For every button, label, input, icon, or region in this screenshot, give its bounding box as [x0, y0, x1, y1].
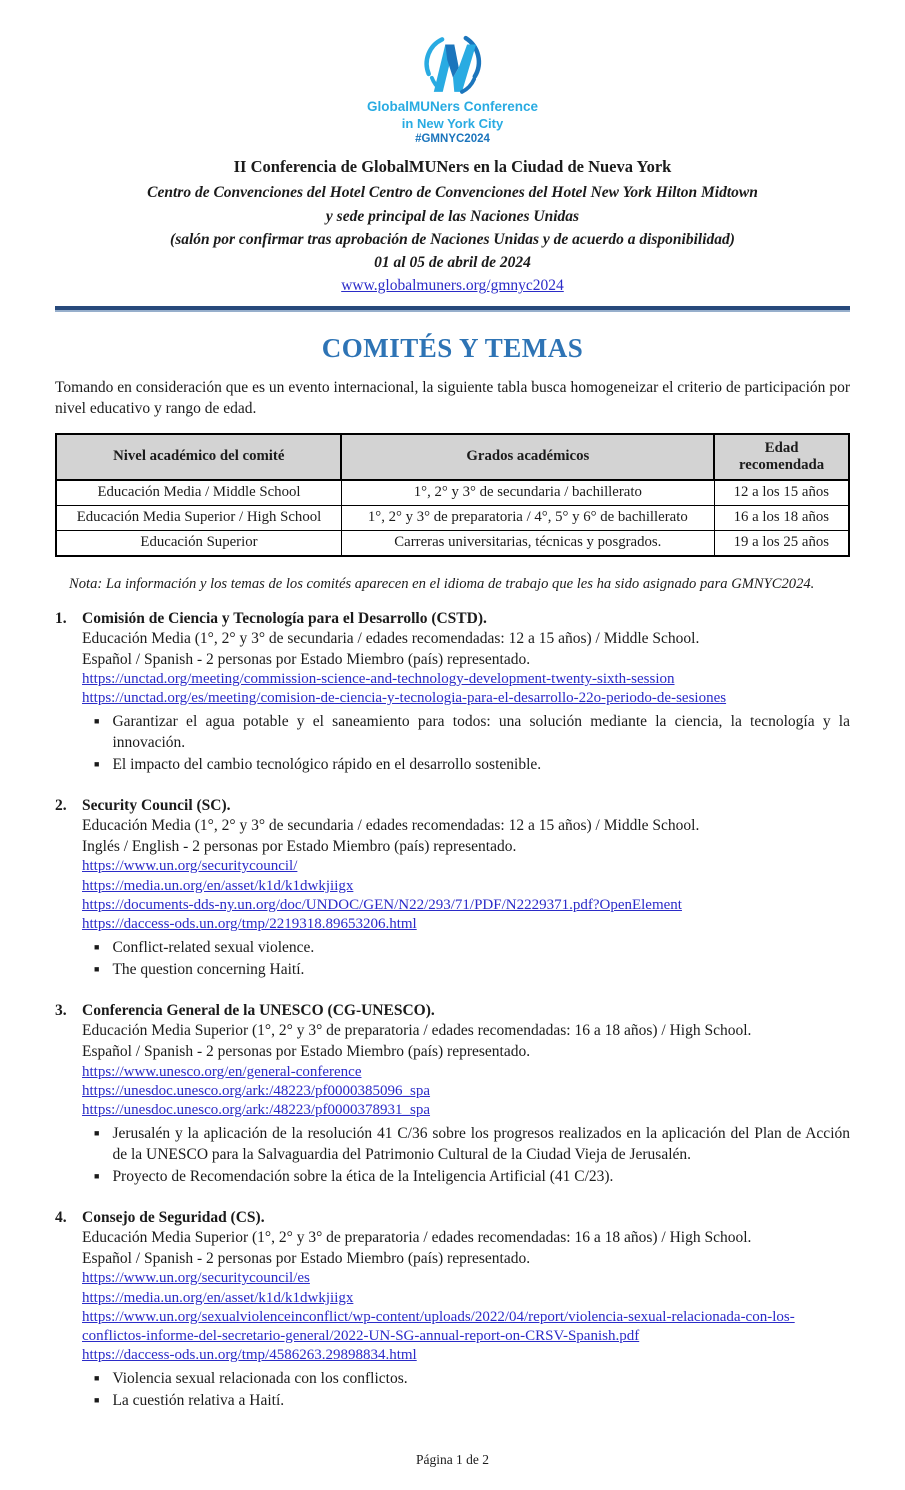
- topic-item: [82, 1390, 850, 1411]
- committee-links: [82, 670, 850, 708]
- committee-info-line: Educación Media Superior (1°, 2° y 3° de preparatoria / edades recomendadas: 16 a 18 años) / High School.: [82, 1229, 752, 1247]
- table-cell: Educación Media Superior / High School: [56, 505, 341, 530]
- topic-text: Conflict-related sexual violence.: [112, 939, 315, 957]
- table-cell: Educación Media / Middle School: [56, 480, 341, 506]
- committee-number: 3.: [55, 1002, 67, 1020]
- footer-page-number: Página 1 de 2: [415, 1451, 490, 1467]
- square-bullet-icon: ■: [94, 1373, 100, 1384]
- committee-item: [55, 610, 850, 776]
- square-bullet-icon: ■: [94, 942, 100, 953]
- logo-conference-name: GlobalMUNers Conference: [366, 99, 539, 114]
- topic-text: El impacto del cambio tecnológico rápido en el desarrollo sostenible.: [112, 756, 542, 774]
- committee-body: [82, 1020, 850, 1187]
- topic-text: Garantizar el agua potable y el saneamiento para todos: una solución mediante la ciencia, la tecnología y la innovación.: [112, 713, 850, 752]
- venue-line: Centro de Convenciones del Hotel Centro de Convenciones del Hotel New York Hilton Midtown: [147, 184, 758, 202]
- committee-list: [55, 610, 850, 1412]
- committee-item: [55, 797, 850, 980]
- committee-heading: [55, 1002, 850, 1020]
- venue-line: (salón por confirmar tras aprobación de Naciones Unidas y de acuerdo a disponibilidad): [170, 230, 735, 248]
- committee-body: [82, 628, 850, 776]
- topic-item: [82, 754, 850, 775]
- committee-link[interactable]: https://www.un.org/sexualviolenceinconflict/wp-content/uploads/2022/04/report/violencia-sexual-relacionada-con-los-conflictos-informe-del-secretario-general/2022-UN-SG-annual-report-on-CRSV-Spanish.pdf: [82, 1308, 795, 1345]
- committee-title: Conferencia General de la UNESCO (CG-UNESCO).: [82, 1002, 435, 1020]
- square-bullet-icon: ■: [94, 964, 100, 975]
- logo: [55, 34, 850, 147]
- committee-info-line: Español / Spanish - 2 personas por Estado Miembro (país) representado.: [82, 650, 531, 668]
- table-header-cell: Nivel académico del comité: [56, 434, 341, 480]
- committee-link[interactable]: https://unctad.org/es/meeting/comision-de-ciencia-y-tecnologia-para-el-desarrollo-22o-periodo-de-sesiones: [82, 689, 727, 706]
- table-cell: 1°, 2° y 3° de secundaria / bachillerato: [341, 480, 714, 506]
- website-link[interactable]: www.globalmuners.org/gmnyc2024: [341, 277, 564, 295]
- committee-body: [82, 1227, 850, 1411]
- committee-link[interactable]: https://daccess-ods.un.org/tmp/4586263.29898834.html: [82, 1347, 417, 1364]
- committee-number: 4.: [55, 1209, 67, 1227]
- header-divider: [55, 306, 850, 312]
- committee-links: [82, 1063, 850, 1121]
- topic-item: [82, 937, 850, 958]
- document-footer: [0, 1452, 905, 1468]
- committee-title: Security Council (SC).: [82, 797, 231, 815]
- topic-item: [82, 1123, 850, 1165]
- committee-info-lines: [82, 628, 850, 670]
- table-cell: 1°, 2° y 3° de preparatoria / 4°, 5° y 6° de bachillerato: [341, 505, 714, 530]
- topic-text: The question concerning Haití.: [112, 961, 305, 979]
- topic-text: Violencia sexual relacionada con los conflictos.: [112, 1370, 408, 1388]
- topic-list: [82, 937, 850, 980]
- page-title: COMITÉS Y TEMAS: [321, 333, 584, 364]
- topic-item: [82, 959, 850, 980]
- committee-title: Comisión de Ciencia y Tecnología para el Desarrollo (CSTD).: [82, 609, 487, 627]
- committee-heading: [55, 1209, 850, 1227]
- committee-title: Consejo de Seguridad (CS).: [82, 1209, 265, 1227]
- committee-link[interactable]: https://www.un.org/securitycouncil/es: [82, 1270, 310, 1287]
- topic-list: [82, 1123, 850, 1187]
- committee-info-line: Español / Spanish - 2 personas por Estado Miembro (país) representado.: [82, 1043, 531, 1061]
- committee-links: [82, 1269, 850, 1365]
- committee-link[interactable]: https://media.un.org/en/asset/k1d/k1dwkjiigx: [82, 877, 354, 894]
- committee-link[interactable]: https://unesdoc.unesco.org/ark:/48223/pf0000385096_spa: [82, 1082, 431, 1099]
- document-body: [55, 333, 850, 1411]
- topic-text: Jerusalén y la aplicación de la resolución 41 C/36 sobre los progresos realizados en la aplicación del Plan de Acción de la UNESCO para la Salvaguardia del Patrimonio Cultural de la Ciudad Vieja de Jerusalén.: [112, 1125, 850, 1164]
- venue-block: [55, 181, 850, 274]
- committee-info-line: Español / Spanish - 2 personas por Estado Miembro (país) representado.: [82, 1250, 531, 1268]
- committee-link[interactable]: https://unctad.org/meeting/commission-science-and-technology-development-twenty-sixth-session: [82, 670, 675, 687]
- committee-info-line: Educación Media (1°, 2° y 3° de secundaria / edades recomendadas: 12 a 15 años) / Middle School.: [82, 629, 700, 647]
- committee-info-lines: [82, 1227, 850, 1269]
- venue-line: y sede principal de las Naciones Unidas: [325, 207, 580, 225]
- square-bullet-icon: ■: [94, 1171, 100, 1182]
- topic-text: Proyecto de Recomendación sobre la ética de la Inteligencia Artificial (41 C/23).: [112, 1168, 614, 1186]
- topic-list: [82, 711, 850, 775]
- topic-list: [82, 1368, 850, 1411]
- square-bullet-icon: ■: [94, 716, 100, 727]
- table-row: [56, 480, 849, 506]
- committee-link[interactable]: https://media.un.org/en/asset/k1d/k1dwkjiigx: [82, 1289, 354, 1306]
- logo-hashtag: #GMNYC2024: [415, 133, 490, 146]
- committee-link[interactable]: https://unesdoc.unesco.org/ark:/48223/pf0000378931_spa: [82, 1101, 431, 1118]
- committee-info-line: Educación Media Superior (1°, 2° y 3° de preparatoria / edades recomendadas: 16 a 18 años) / High School.: [82, 1022, 752, 1040]
- table-cell: 12 a los 15 años: [714, 480, 849, 506]
- table-header-cell: Edad recomendada: [714, 434, 849, 480]
- committee-number: 2.: [55, 797, 67, 815]
- document-header: [55, 34, 850, 312]
- topic-item: [82, 1166, 850, 1187]
- table-cell: Educación Superior: [56, 530, 341, 556]
- committee-link[interactable]: https://www.un.org/securitycouncil/: [82, 858, 298, 875]
- globalmuners-m-globe-icon: [421, 34, 485, 96]
- committee-info-lines: [82, 815, 850, 857]
- logo-city-name: in New York City: [401, 115, 504, 131]
- intro-paragraph: Tomando en consideración que es un evento internacional, la siguiente tabla busca homogeneizar el criterio de participación por nivel educativo y rango de edad.: [55, 379, 850, 418]
- square-bullet-icon: ■: [94, 1128, 100, 1139]
- committee-info-lines: [82, 1020, 850, 1062]
- square-bullet-icon: ■: [94, 1395, 100, 1406]
- topic-text: La cuestión relativa a Haití.: [112, 1392, 285, 1410]
- conference-title: II Conferencia de GlobalMUNers en la Ciudad de Nueva York: [233, 157, 672, 177]
- table-cell: 19 a los 25 años: [714, 530, 849, 556]
- committee-info-line: Inglés / English - 2 personas por Estado Miembro (país) representado.: [82, 838, 517, 856]
- table-cell: 16 a los 18 años: [714, 505, 849, 530]
- committee-info-line: Educación Media (1°, 2° y 3° de secundaria / edades recomendadas: 12 a 15 años) / Middle School.: [82, 817, 700, 835]
- committee-link[interactable]: https://www.unesco.org/en/general-conference: [82, 1063, 362, 1080]
- committee-item: [55, 1209, 850, 1411]
- topic-item: [82, 1368, 850, 1389]
- committee-item: [55, 1002, 850, 1187]
- table-row: [56, 530, 849, 556]
- table-cell: Carreras universitarias, técnicas y posgrados.: [341, 530, 714, 556]
- committee-heading: [55, 797, 850, 815]
- committee-number: 1.: [55, 609, 67, 627]
- note-text: Nota: La información y los temas de los comités aparecen en el idioma de trabajo que les ha sido asignado para GMNYC2024.: [69, 575, 815, 592]
- committee-heading: [55, 610, 850, 628]
- committee-link[interactable]: https://daccess-ods.un.org/tmp/2219318.89653206.html: [82, 916, 417, 933]
- table-header-cell: Grados académicos: [341, 434, 714, 480]
- levels-table: [55, 433, 850, 557]
- committee-links: [82, 857, 850, 934]
- topic-item: [82, 711, 850, 753]
- committee-body: [82, 815, 850, 980]
- venue-line: 01 al 05 de abril de 2024: [374, 254, 531, 272]
- square-bullet-icon: ■: [94, 759, 100, 770]
- committee-link[interactable]: https://documents-dds-ny.un.org/doc/UNDOC/GEN/N22/293/71/PDF/N2229371.pdf?OpenElement: [82, 896, 682, 913]
- table-row: [56, 505, 849, 530]
- table-header-row: [56, 434, 849, 480]
